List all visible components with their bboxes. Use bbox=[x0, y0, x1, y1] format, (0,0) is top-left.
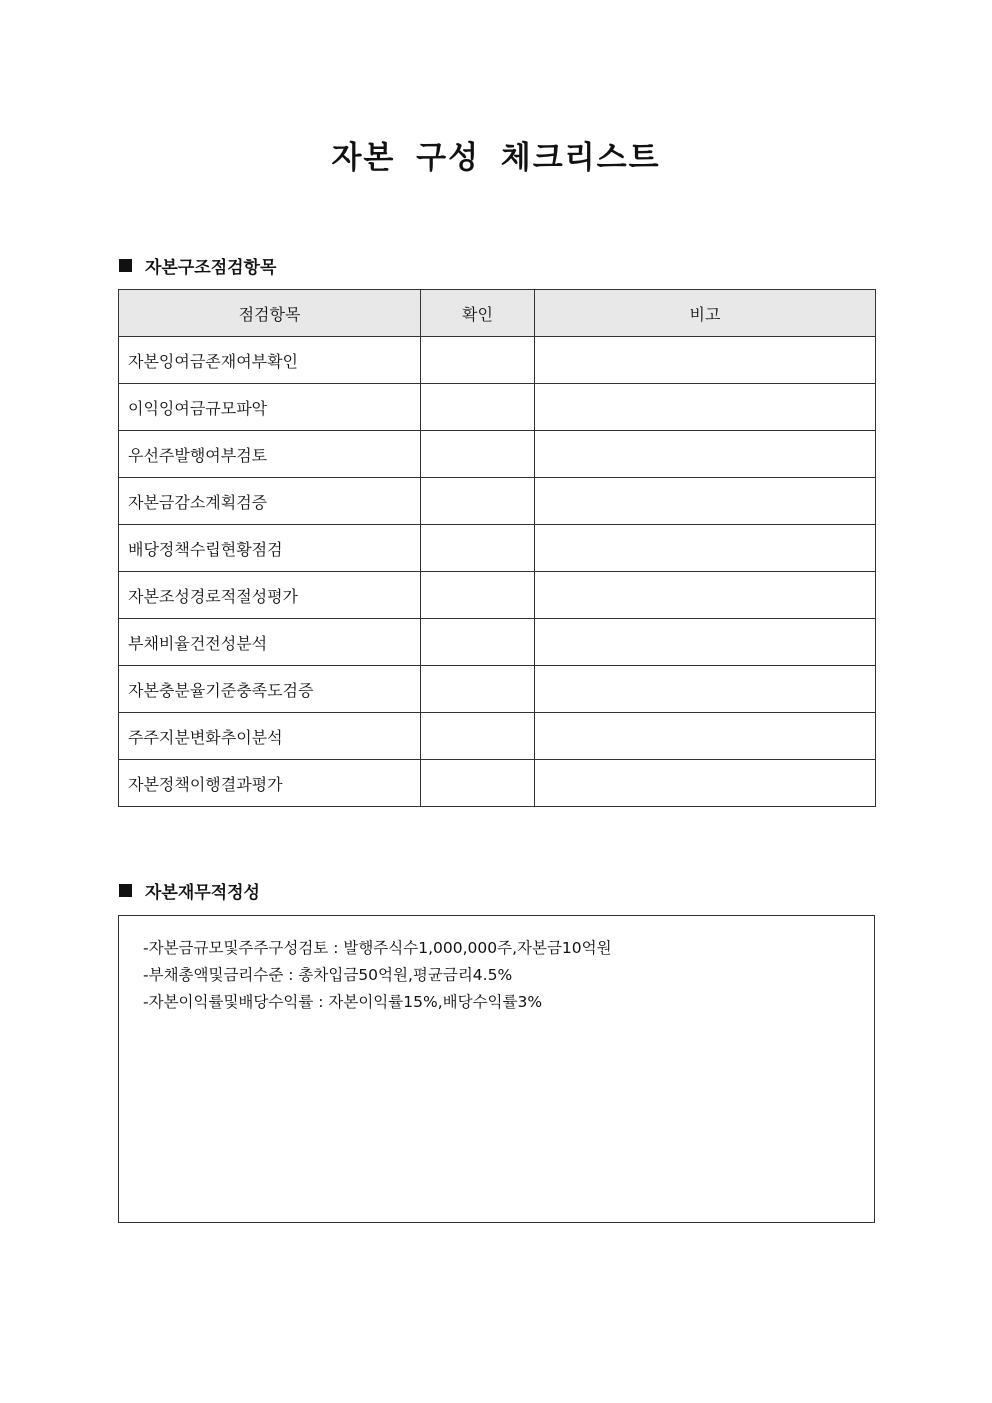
table-row bbox=[119, 760, 876, 807]
table-row bbox=[119, 713, 876, 760]
item-cell: 자본잉여금존재여부확인 bbox=[119, 337, 421, 384]
check-cell[interactable] bbox=[421, 337, 535, 384]
table-row bbox=[119, 337, 876, 384]
table-row bbox=[119, 619, 876, 666]
note-cell[interactable] bbox=[535, 384, 876, 431]
table-row bbox=[119, 478, 876, 525]
note-cell[interactable] bbox=[535, 478, 876, 525]
check-cell[interactable] bbox=[421, 572, 535, 619]
financial-adequacy-box bbox=[118, 915, 875, 1223]
item-cell: 자본정책이행결과평가 bbox=[119, 760, 421, 807]
column-header-item: 점검항목 bbox=[119, 290, 421, 337]
check-cell[interactable] bbox=[421, 525, 535, 572]
item-cell: 주주지분변화추이분석 bbox=[119, 713, 421, 760]
item-cell: 부채비율건전성분석 bbox=[119, 619, 421, 666]
check-cell[interactable] bbox=[421, 713, 535, 760]
memo-line: -부채총액및금리수준 : 총차입금50억원,평균금리4.5% bbox=[143, 966, 513, 984]
table-row bbox=[119, 431, 876, 478]
table-header-row bbox=[119, 290, 876, 337]
note-cell[interactable] bbox=[535, 525, 876, 572]
item-cell: 자본충분율기준충족도검증 bbox=[119, 666, 421, 713]
check-cell[interactable] bbox=[421, 478, 535, 525]
check-cell[interactable] bbox=[421, 619, 535, 666]
item-cell: 이익잉여금규모파악 bbox=[119, 384, 421, 431]
checklist-table bbox=[118, 289, 876, 807]
note-cell[interactable] bbox=[535, 760, 876, 807]
column-header-note: 비고 bbox=[535, 290, 876, 337]
note-cell[interactable] bbox=[535, 572, 876, 619]
table-row bbox=[119, 384, 876, 431]
note-cell[interactable] bbox=[535, 431, 876, 478]
section-heading-capital-structure bbox=[119, 253, 276, 278]
check-cell[interactable] bbox=[421, 431, 535, 478]
memo-line: -자본금규모및주주구성검토 : 발행주식수1,000,000주,자본금10억원 bbox=[143, 939, 612, 957]
section-heading-financial-adequacy bbox=[119, 878, 260, 903]
note-cell[interactable] bbox=[535, 337, 876, 384]
check-cell[interactable] bbox=[421, 760, 535, 807]
table-row bbox=[119, 666, 876, 713]
section-heading-label: 자본구조점검항목 bbox=[145, 258, 277, 278]
item-cell: 배당정책수립현황점검 bbox=[119, 525, 421, 572]
check-cell[interactable] bbox=[421, 384, 535, 431]
section-heading-label: 자본재무적정성 bbox=[145, 883, 260, 903]
column-header-check: 확인 bbox=[421, 290, 535, 337]
page-title: 자본 구성 체크리스트 bbox=[331, 140, 661, 176]
item-cell: 자본금감소계획검증 bbox=[119, 478, 421, 525]
item-cell: 우선주발행여부검토 bbox=[119, 431, 421, 478]
note-cell[interactable] bbox=[535, 713, 876, 760]
memo-line: -자본이익률및배당수익률 : 자본이익률15%,배당수익률3% bbox=[143, 993, 543, 1011]
table-row bbox=[119, 525, 876, 572]
square-bullet-icon bbox=[119, 884, 132, 897]
note-cell[interactable] bbox=[535, 619, 876, 666]
check-cell[interactable] bbox=[421, 666, 535, 713]
note-cell[interactable] bbox=[535, 666, 876, 713]
table-row bbox=[119, 572, 876, 619]
square-bullet-icon bbox=[119, 259, 132, 272]
item-cell: 자본조성경로적절성평가 bbox=[119, 572, 421, 619]
